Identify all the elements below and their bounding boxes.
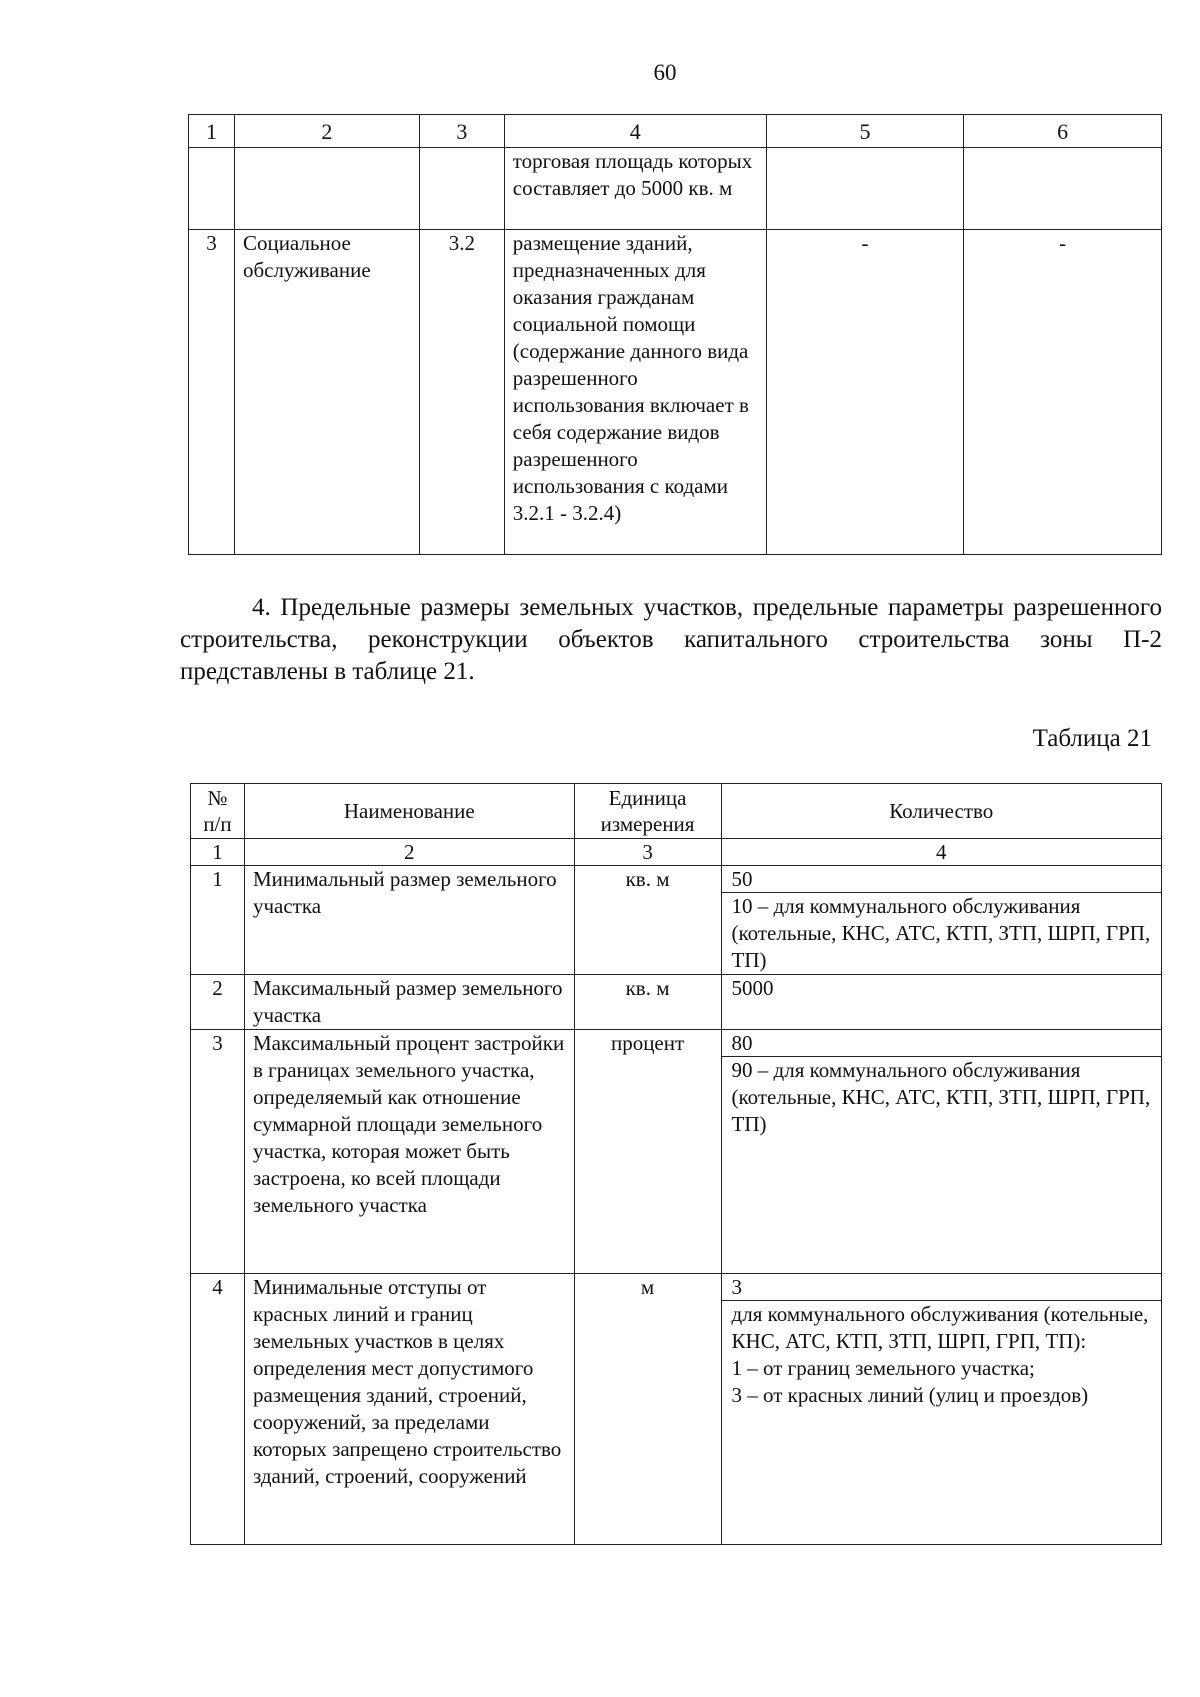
col-3-header: 3 — [419, 115, 504, 148]
use-description: размещение зданий, предназначенных для оказания гражданам социальной помощи (содержание данного вида разрешенного использования включает в себя содержание видов разрешенного использования с кодами 3.2.1 - 3.2.4) — [504, 230, 766, 555]
col-number: 3 — [574, 839, 721, 866]
row-number: 2 — [191, 975, 245, 1030]
section-paragraph — [180, 592, 1162, 688]
param-unit: кв. м — [574, 975, 721, 1030]
quantity-extra-line: 1 – от границ земельного участка; — [731, 1356, 1035, 1380]
col5-value: - — [766, 230, 964, 555]
table-caption: Таблица 21 — [1032, 725, 1152, 752]
param-name: Минимальные отступы от красных линий и границ земельных участков в целях определения мест допустимого размещения зданий, строений, сооружений, за пределами которых запрещено строительство зданий, строений, сооружений — [244, 1274, 574, 1545]
header-name: Наименование — [244, 784, 574, 839]
use-code: 3.2 — [419, 230, 504, 555]
col-1-header: 1 — [189, 115, 235, 148]
table-header-row — [189, 115, 1162, 148]
param-name: Максимальный размер земельного участка — [244, 975, 574, 1030]
param-unit: м — [574, 1274, 721, 1545]
paragraph-text: 4. Предельные размеры земельных участков, предельные параметры разрешенного строительства, реконструкции объектов капитального строительства зоны П-2 представлены в таблице 21. — [180, 594, 1162, 685]
param-unit: процент — [574, 1030, 721, 1274]
quantity-main: 5000 — [731, 976, 774, 1000]
col-5-header: 5 — [766, 115, 964, 148]
header-qty: Количество — [721, 784, 1161, 839]
page-number: 60 — [653, 60, 677, 85]
row-number: 4 — [191, 1274, 245, 1545]
col-number: 2 — [244, 839, 574, 866]
param-name: Минимальный размер земельного участка — [244, 866, 574, 975]
col-2-header: 2 — [234, 115, 419, 148]
header-num: № п/п — [191, 784, 245, 839]
quantity-main: 3 — [722, 1274, 1161, 1301]
land-use-table-continuation — [188, 114, 1162, 555]
quantity-main: 80 — [722, 1030, 1161, 1057]
row-number: 3 — [189, 230, 235, 555]
table-row — [191, 1030, 1162, 1274]
table-row — [189, 230, 1162, 555]
col-number: 4 — [721, 839, 1161, 866]
table-row — [191, 866, 1162, 975]
col-number: 1 — [191, 839, 245, 866]
param-quantity — [721, 975, 1161, 1030]
table-row — [191, 975, 1162, 1030]
col-6-header: 6 — [964, 115, 1162, 148]
quantity-extra: 90 – для коммунального обслуживания (котельные, КНС, АТС, КТП, ЗТП, ШРП, ГРП, ТП) — [731, 1058, 1151, 1136]
quantity-extra: 10 – для коммунального обслуживания (котельные, КНС, АТС, КТП, ЗТП, ШРП, ГРП, ТП) — [731, 894, 1151, 972]
param-name: Максимальный процент застройки в границах земельного участка, определяемый как отношение суммарной площади земельного участка, которая может быть застроена, ко всей площади земельного участка — [244, 1030, 574, 1274]
continued-description: торговая площадь которых составляет до 5000 кв. м — [504, 148, 766, 230]
quantity-extra-line: 3 – от красных линий (улиц и проездов) — [731, 1383, 1089, 1407]
param-quantity — [721, 1030, 1161, 1274]
param-quantity — [721, 1274, 1161, 1545]
use-name: Социальное обслуживание — [234, 230, 419, 555]
col-4-header: 4 — [504, 115, 766, 148]
col6-value: - — [964, 230, 1162, 555]
table-row — [189, 148, 1162, 230]
table-21 — [190, 783, 1162, 1545]
table-header-row — [191, 784, 1162, 839]
table-row — [191, 1274, 1162, 1545]
param-quantity — [721, 866, 1161, 975]
row-number: 1 — [191, 866, 245, 975]
column-number-row — [191, 839, 1162, 866]
quantity-extra-heading: для коммунального обслуживания (котельные, КНС, АТС, КТП, ЗТП, ШРП, ГРП, ТП): — [731, 1302, 1149, 1353]
header-unit: Единица измерения — [574, 784, 721, 839]
row-number: 3 — [191, 1030, 245, 1274]
param-unit: кв. м — [574, 866, 721, 975]
quantity-main: 50 — [722, 866, 1161, 893]
